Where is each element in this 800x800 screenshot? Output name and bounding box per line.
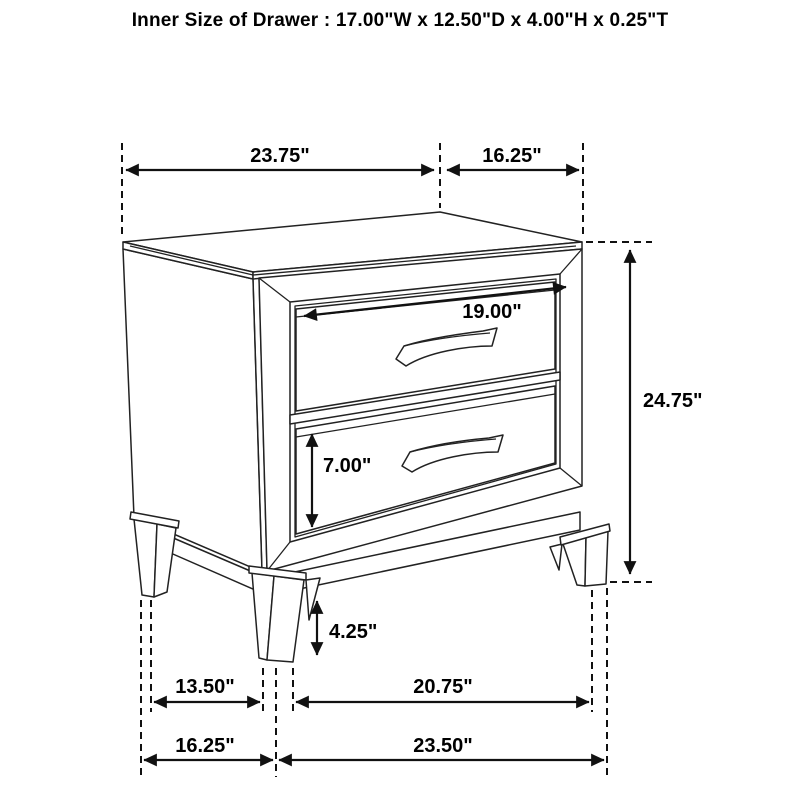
label-side-leg-spacing: 13.50" bbox=[175, 676, 235, 698]
page-title: Inner Size of Drawer : 17.00"W x 12.50"D x 4.00"H x 0.25"T bbox=[131, 10, 669, 31]
front-left-leg-inner bbox=[267, 576, 304, 662]
front-right-leg-outer bbox=[585, 531, 608, 586]
label-leg-height: 4.25" bbox=[329, 621, 378, 643]
label-top-width: 23.75" bbox=[250, 145, 310, 167]
label-front-leg-spacing: 20.75" bbox=[413, 676, 473, 698]
label-bottom-drawer-height: 7.00" bbox=[323, 455, 372, 477]
front-right-leg-inner bbox=[563, 537, 586, 586]
front-right-leg-bracket bbox=[550, 544, 562, 570]
back-left-leg-outer bbox=[134, 519, 157, 597]
label-bottom-depth: 16.25" bbox=[175, 735, 235, 757]
nightstand-illustration bbox=[123, 212, 610, 662]
label-top-depth: 16.25" bbox=[482, 145, 542, 167]
label-overall-height: 24.75" bbox=[643, 390, 703, 412]
back-left-leg-inner bbox=[154, 524, 176, 597]
label-bottom-width: 23.50" bbox=[413, 735, 473, 757]
label-drawer-front-width: 19.00" bbox=[462, 301, 522, 323]
